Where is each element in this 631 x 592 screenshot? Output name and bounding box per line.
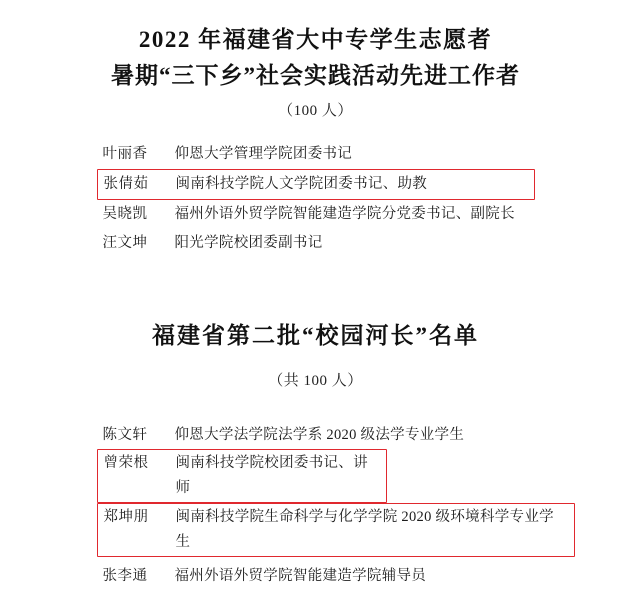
entry-name: 郑坤朋 xyxy=(103,509,149,525)
list-item xyxy=(101,563,531,590)
entry-org: 仰恩大学法学院法学系 2020 级法学专业学生 xyxy=(174,427,465,443)
entry-org: 仰恩大学管理学院团委书记 xyxy=(174,146,353,162)
entry-name: 曾荣根 xyxy=(103,455,149,471)
list-item xyxy=(101,229,531,258)
section-advanced-workers xyxy=(0,0,631,258)
entry-org: 闽南科技学院校团委书记、讲师 xyxy=(175,455,368,496)
section-two-list xyxy=(101,422,554,590)
list-item-highlighted xyxy=(97,449,387,503)
section-one-list xyxy=(101,140,531,258)
section-two-title: 福建省第二批“校园河长”名单 xyxy=(152,323,479,348)
section-one-title-line-2: 暑期“三下乡”社会实践活动先进工作者 xyxy=(111,63,520,88)
list-item xyxy=(101,422,531,449)
entry-name: 张李通 xyxy=(102,568,148,584)
entry-org: 阳光学院校团委副书记 xyxy=(174,235,323,251)
entry-name: 汪文坤 xyxy=(102,235,148,251)
entry-name: 陈文轩 xyxy=(102,427,148,443)
list-item xyxy=(101,140,531,169)
section-one-title-line-1: 2022 年福建省大中专学生志愿者 xyxy=(138,27,493,52)
entry-name: 吴晓凯 xyxy=(102,206,148,222)
entry-org: 福州外语外贸学院智能建造学院分党委书记、副院长 xyxy=(174,206,515,222)
entry-name: 张倩茹 xyxy=(103,176,149,192)
entry-org: 闽南科技学院生命科学与化学学院 2020 级环境科学专业学生 xyxy=(175,509,554,550)
section-one-title-block xyxy=(0,22,631,126)
list-item-highlighted xyxy=(97,169,535,200)
list-item-highlighted xyxy=(97,503,575,557)
section-one-count: （100 人） xyxy=(278,103,353,119)
entry-org: 福州外语外贸学院智能建造学院辅导员 xyxy=(174,568,427,584)
section-two-count: （共 100 人） xyxy=(268,373,363,389)
list-item xyxy=(101,200,531,229)
entry-name: 叶丽香 xyxy=(102,146,148,162)
section-campus-river-chiefs xyxy=(0,316,631,590)
entry-org: 闽南科技学院人文学院团委书记、助教 xyxy=(175,176,428,192)
